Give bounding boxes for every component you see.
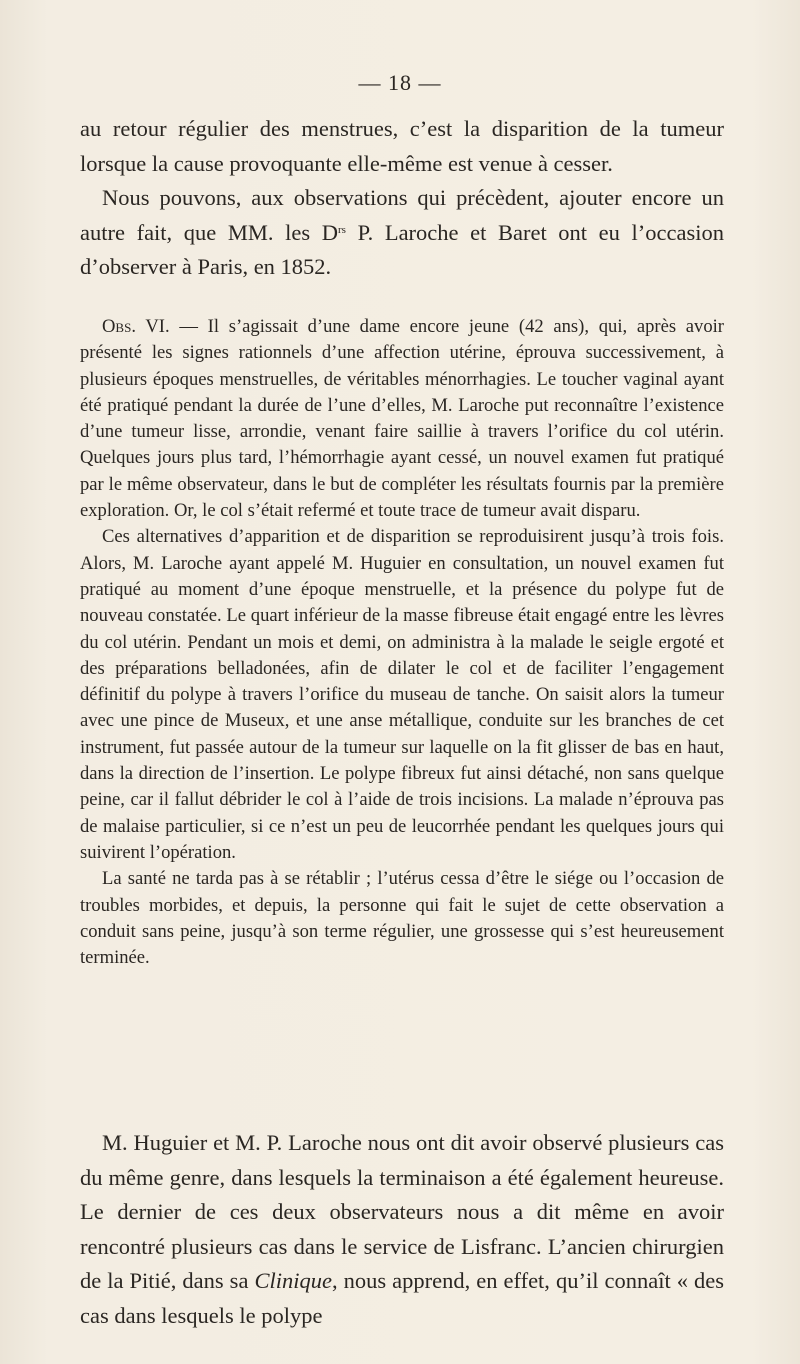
doctors-abbreviation-superscript: rs: [338, 223, 346, 236]
observation-paragraph-2: [80, 524, 724, 866]
intro-paragraph-2-text-b: P. Laroche et Baret ont eu l’occasion d’observer à Paris, en 1852.: [80, 219, 724, 279]
observation-paragraph-1-text: — Il s’agissait d’une dame encore jeune (42 ans), qui, après avoir présenté les signes rationnels d’une affection utérine, éprouva successivement, à plusieurs époques menstruelles, de véritables ménorrhagies. Le toucher vaginal ayant été pratiqué pendant la durée de l’une d’elles, M. Laroche put reconnaître l’existence d’une tumeur lisse, arrondie, venant faire saillie à travers l’orifice du col utérin. Quelques jours plus tard, l’hémorrhagie ayant cessé, un nouvel examen fut pratiqué par le même observateur, dans le but de compléter les résultats fournis par la première exploration. Or, le col s’était refermé et toute trace de tumeur avait disparu.: [80, 316, 724, 522]
closing-paragraph-text-b: , nous apprend, en effet, qu’il connaît « des cas dans lesquels le polype: [80, 1268, 724, 1328]
observation-paragraph-2-text: Ces alternatives d’apparition et de disparition se reproduisirent jusqu’à trois fois. Alors, M. Laroche ayant appelé M. Huguier en consultation, un nouvel examen fut pratiqué au moment d’une époque menstruelle, et la présence du polype fut de nouveau constatée. Le quart inférieur de la masse fibreuse était engagé entre les lèvres du col utérin. Pendant un mois et demi, on administra à la malade le seigle ergoté et des préparations belladonées, afin de dilater le col et de faciliter l’engagement définitif du polype à travers l’orifice du museau de tanche. On saisit alors la tumeur avec une pince de Museux, et une anse métallique, conduite sur les branches de cet instrument, fut passée autour de la tumeur sur laquelle on la fit glisser de bas en haut, dans la direction de l’insertion. Le polype fibreux fut ainsi détaché, non sans quelque peine, car il fallut débrider le col à l’aide de trois incisions. La malade n’éprouva pas de malaise particulier, si ce n’est un peu de leucorrhée pendant les quelques jours qui suivirent l’opération.: [80, 526, 724, 863]
observation-paragraph-3: [80, 866, 724, 971]
observation-paragraph-3-text: La santé ne tarda pas à se rétablir ; l’utérus cessa d’être le siége ou l’occasion de troubles morbides, et depuis, la personne qui fait le sujet de cette observation a conduit sans peine, jusqu’à son terme régulier, une grossesse qui s’est heureusement terminée.: [80, 868, 724, 969]
page-number: — 18 —: [358, 70, 442, 95]
intro-paragraph: [80, 112, 724, 181]
closing-section: [80, 1126, 724, 1333]
intro-paragraph-2-text-a: Nous pouvons, aux observations qui précèdent, ajouter encore un autre fait, que MM. les D: [80, 185, 724, 245]
observation-label: Obs. VI.: [102, 316, 170, 337]
observation-section: [80, 314, 724, 971]
clinique-title: Clinique: [254, 1268, 332, 1293]
intro-paragraph-text: au retour régulier des menstrues, c’est la disparition de la tumeur lorsque la cause provoquante elle-même est venue à cesser.: [80, 116, 724, 176]
intro-section: [80, 112, 724, 285]
closing-paragraph-text-a: M. Huguier et M. P. Laroche nous ont dit avoir observé plusieurs cas du même genre, dans lesquels la terminaison a été également heureuse. Le dernier de ces deux observateurs nous a dit même en avoir rencontré plusieurs cas dans le service de Lisfranc. L’ancien chirurgien de la Pitié, dans sa: [80, 1130, 724, 1293]
observation-paragraph-1: [80, 314, 724, 524]
intro-paragraph-2: [80, 181, 724, 285]
closing-paragraph: [80, 1126, 724, 1333]
